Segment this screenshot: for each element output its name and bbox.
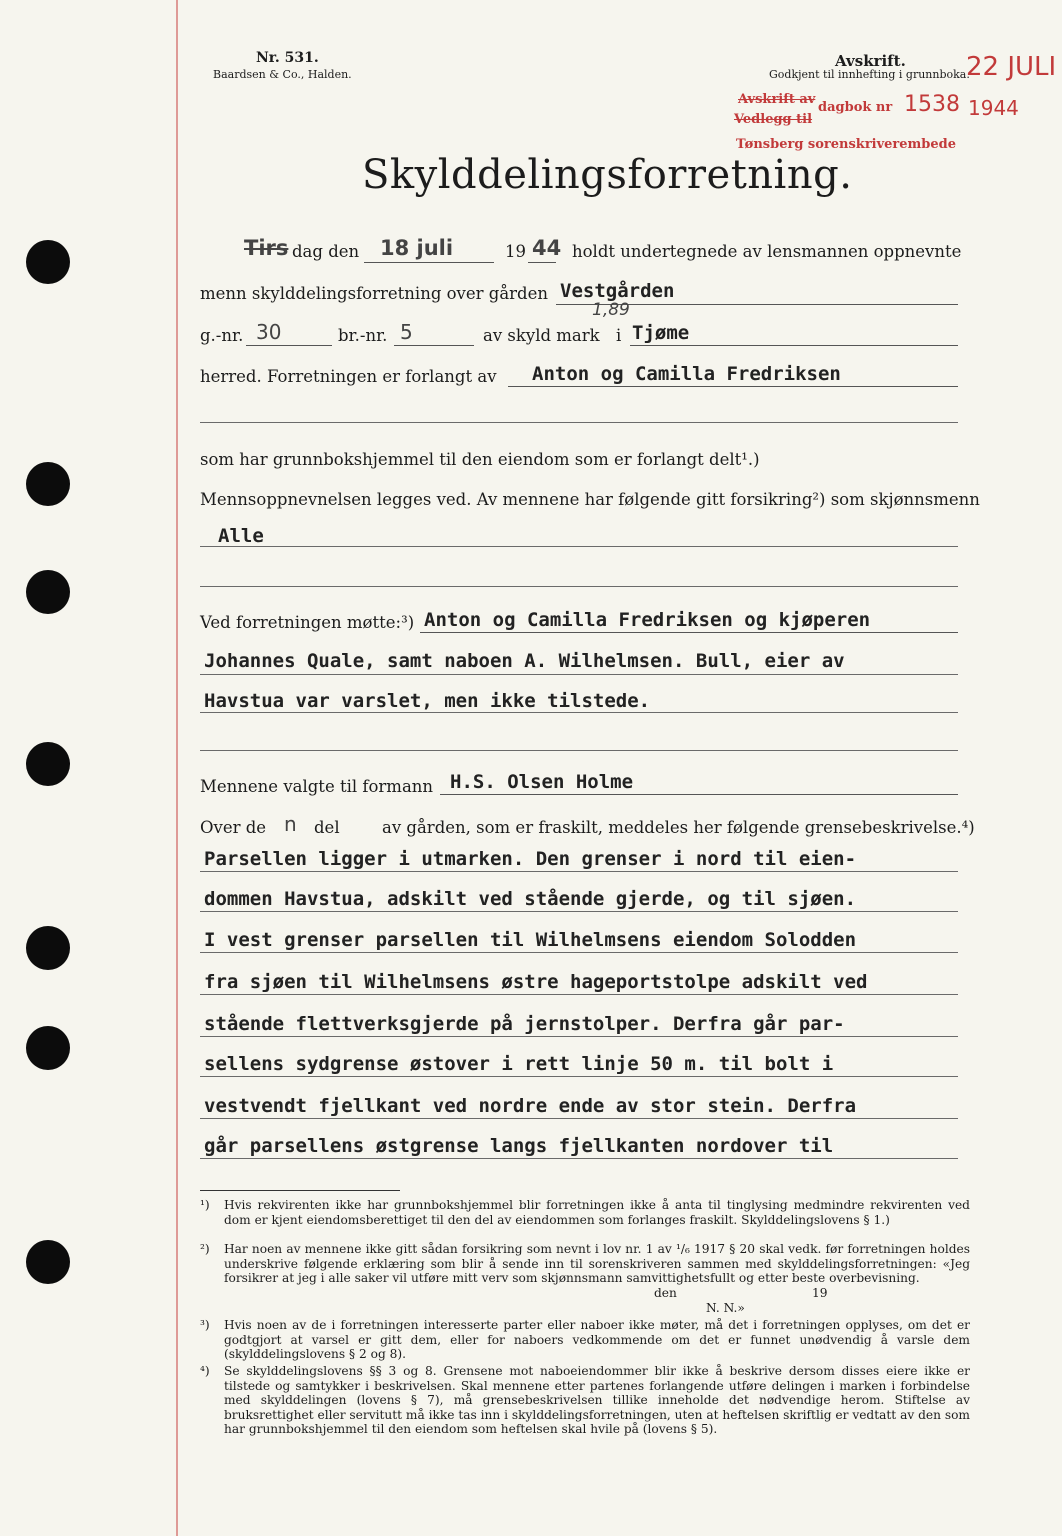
gnr-field: 30 xyxy=(256,320,282,344)
footnote-2-nn: N. N.» xyxy=(706,1301,745,1315)
binder-hole xyxy=(26,1240,70,1284)
description-line: I vest grenser parsellen til Wilhelmsens eiendom Solodden xyxy=(204,929,857,951)
attendees-line1: Anton og Camilla Fredriksen og kjøperen xyxy=(424,609,871,631)
stamp-number: 1538 xyxy=(904,92,960,117)
gnr-label: g.-nr. xyxy=(200,326,244,345)
bnr-field: 5 xyxy=(400,320,413,344)
form-number: Nr. 531. xyxy=(256,50,319,66)
binder-hole xyxy=(26,926,70,970)
year-prefix: 19 xyxy=(505,242,526,261)
skyld-label: av skyld mark xyxy=(483,326,600,345)
stamp-line1a: Avskrift av xyxy=(738,92,816,107)
mote-label: Ved forretningen møtte:³) xyxy=(200,613,415,632)
footnote-2: ²) Har noen av mennene ikke gitt sådan forsikring som nevnt i lov nr. 1 av ¹/₆ 1917 § 20 skal vedk. før forretningen holdes underskrive følgende erklæring som blir å sende inn til sorenskriveren sammen med skylddelingsforretningen: «Jeg forsikrer at jeg i alle saker vil utføre mitt verv som skjønnsmann samvittighetsfullt og etter beste overbevisning. xyxy=(200,1242,970,1286)
binder-hole xyxy=(26,742,70,786)
description-line: Parsellen ligger i utmarken. Den grenser i nord til eien- xyxy=(204,848,857,870)
margin-rule xyxy=(176,0,178,1536)
held-text: holdt undertegnede av lensmannen oppnevnte xyxy=(572,242,962,261)
insured-field: Alle xyxy=(218,525,264,547)
men-text: menn skylddelingsforretning over gården xyxy=(200,284,549,303)
skyld-value: 1,89 xyxy=(592,300,630,320)
del-label: del xyxy=(314,818,340,837)
description-line: dommen Havstua, adskilt ved stående gjerde, og til sjøen. xyxy=(204,888,857,910)
dag-den-label: dag den xyxy=(292,242,360,261)
description-line: fra sjøen til Wilhelmsens østre hageportstolpe adskilt ved xyxy=(204,971,868,993)
stamp-office: Tønsberg sorenskriverembede xyxy=(736,137,957,152)
stamp-line1b: dagbok nr xyxy=(818,100,893,115)
description-line: vestvendt fjellkant ved nordre ende av stor stein. Derfra xyxy=(204,1095,857,1117)
stamp-year: 1944 xyxy=(968,96,1019,120)
date-field: 18 juli xyxy=(380,236,454,260)
description-line: stående flettverksgjerde på jernstolper. Derfra går par- xyxy=(204,1013,845,1035)
requester-field: Anton og Camilla Fredriksen xyxy=(532,363,841,385)
footnote-3: ³) Hvis noen av de i forretningen interesserte parter eller naboer ikke møter, må det i forretningen opplyses, om det er godtgjort at varsel er gitt dem, eller for naboers vedkommende om det er funnet unødvendig å varsle dem (skylddelingslovens § 2 og 8). xyxy=(200,1318,970,1362)
binder-hole xyxy=(26,240,70,284)
hjemmel-text: som har grunnbokshjemmel til den eiendom som er forlangt delt¹.) xyxy=(200,450,760,469)
stamp-date: 22 JULI xyxy=(966,52,1057,82)
mennsopp-text: Mennsoppnevnelsen legges ved. Av mennene har følgende gitt forsikring²) som skjønnsmenn xyxy=(200,490,980,509)
herred-field: Tjøme xyxy=(632,322,690,344)
over-de-label: Over de xyxy=(200,818,267,837)
farm-field: Vestgården xyxy=(560,280,675,302)
footnote-2-year: 19 xyxy=(812,1286,828,1300)
year-field: 44 xyxy=(532,236,562,260)
copy-label: Avskrift. xyxy=(835,52,906,70)
description-line: sellens sydgrense østover i rett linje 50 m. til bolt i xyxy=(204,1053,834,1075)
footnote-2-den: den xyxy=(654,1286,677,1300)
page-title: Skylddelingsforretning. xyxy=(362,152,853,198)
footnote-4: ⁴) Se skylddelingslovens §§ 3 og 8. Grensene mot naboeiendommer blir ikke å beskrive dersom disses eiere ikke er tilstede og samtykker i beskrivelsen. Skal mennene etter partenes forlangende utføre delingen i marken i forbindelse med skylddelingen (lovens § 7), må grensebeskrivelsen tillike inneholde det nødvendige herom. Stiftelse av bruksrettighet eller servitutt må ikke tas inn i skylddelingsforretningen, uten at heftelsen skriftlig er vedtatt av den som har grunnbokshjemmel til den eiendom som heftelsen skal hvile på (lovens § 5). xyxy=(200,1364,970,1437)
approval-note: Godkjent til innhefting i grunnboka. xyxy=(769,68,970,81)
herred-text: herred. Forretningen er forlangt av xyxy=(200,367,497,386)
binder-hole xyxy=(26,1026,70,1070)
part-field: n xyxy=(284,812,297,836)
bnr-label: br.-nr. xyxy=(338,326,388,345)
formann-field: H.S. Olsen Holme xyxy=(450,771,634,793)
publisher: Baardsen & Co., Halden. xyxy=(213,68,352,81)
formann-label: Mennene valgte til formann xyxy=(200,777,434,796)
attendees-line2: Johannes Quale, samt naboen A. Wilhelmsen. Bull, eier av xyxy=(204,650,845,672)
footnote-1: ¹) Hvis rekvirenten ikke har grunnbokshjemmel blir forretningen ikke å anta til tinglysing medmindre rekvirenten ved dom er kjent eiendomsberettiget til den del av eiendommen som forlanges fraskilt. Skylddelingslovens § 1.) xyxy=(200,1198,970,1227)
i-label: i xyxy=(616,326,622,345)
grense-text: av gården, som er fraskilt, meddeles her følgende grensebeskrivelse.⁴) xyxy=(382,818,975,837)
binder-hole xyxy=(26,570,70,614)
attendees-line3: Havstua var varslet, men ikke tilstede. xyxy=(204,690,651,712)
binder-hole xyxy=(26,462,70,506)
description-line: går parsellens østgrense langs fjellkanten nordover til xyxy=(204,1135,834,1157)
stamp-line2: Vedlegg til xyxy=(734,112,813,127)
day-field: Tirs xyxy=(244,236,289,260)
